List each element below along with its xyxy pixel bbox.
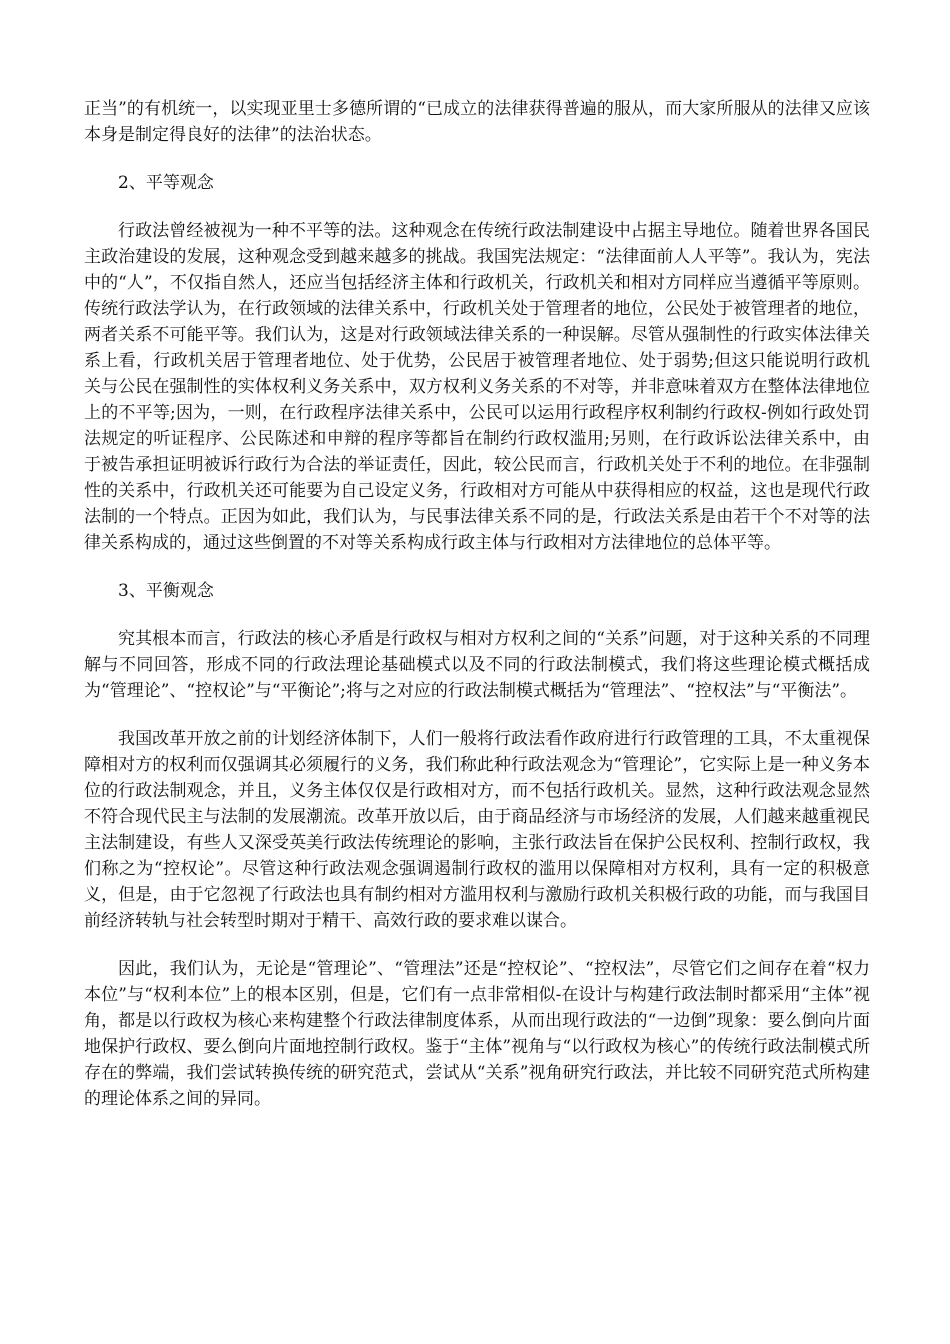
paragraph-continued-intro: 正当”的有机统一，以实现亚里士多德所谓的“已成立的法律获得普遍的服从，而大家所服从的法律又应该本身是制定得良好的法律”的法治状态。 bbox=[84, 99, 870, 145]
section-heading-equality: 2、平等观念 bbox=[118, 173, 214, 193]
document-body bbox=[84, 96, 870, 1134]
paragraph-balance-core: 究其根本而言，行政法的核心矛盾是行政权与相对方权利之间的“关系”问题，对于这种关系的不同理解与不同回答，形成不同的行政法理论基础模式以及不同的行政法制模式，我们将这些理论模式概括成为“管理论”、“控权论”与“平衡论”;将与之对应的行政法制模式概括为“管理法”、“控权法”与“平衡法”。 bbox=[84, 629, 870, 701]
section-heading-balance: 3、平衡观念 bbox=[118, 581, 214, 601]
paragraph-management-theory: 我国改革开放之前的计划经济体制下，人们一般将行政法看作政府进行行政管理的工具，不太重视保障相对方的权利而仅强调其必须履行的义务，我们称此种行政法观念为“管理论”，它实际上是一种义务本位的行政法制观念，并且，义务主体仅仅是行政相对方，而不包括行政机关。显然，这种行政法观念显然不符合现代民主与法制的发展潮流。改革开放以后，由于商品经济与市场经济的发展，人们越来越重视民主法制建设，有些人又深受英美行政法传统理论的影响，主张行政法旨在保护公民权利、控制行政权，我们称之为“控权论”。尽管这种行政法观念强调遏制行政权的滥用以保障相对方权利，具有一定的积极意义，但是，由于它忽视了行政法也具有制约相对方滥用权利与激励行政机关积极行政的功能，而与我国目前经济转轨与社会转型时期对于精干、高效行政的要求难以谋合。 bbox=[84, 729, 870, 931]
paragraph-subject-perspective: 因此，我们认为，无论是“管理论”、“管理法”还是“控权论”、“控权法”，尽管它们之间存在着“权力本位”与“权利本位”上的根本区别，但是，它们有一点非常相似-在设计与构建行政法制时都采用“主体”视角，都是以行政权为核心来构建整个行政法律制度体系，从而出现行政法的“一边倒”现象：要么倒向片面地保护行政权、要么倒向片面地控制行政权。鉴于“主体”视角与“以行政权为核心”的传统行政法制模式所存在的弊端，我们尝试转换传统的研究范式，尝试从“关系”视角研究行政法，并比较不同研究范式所构建的理论体系之间的异同。 bbox=[84, 959, 870, 1109]
paragraph-equality: 行政法曾经被视为一种不平等的法。这种观念在传统行政法制建设中占据主导地位。随着世界各国民主政治建设的发展，这种观念受到越来越多的挑战。我国宪法规定：“法律面前人人平等”。我认为，宪法中的“人”，不仅指自然人，还应当包括经济主体和行政机关，行政机关和相对方同样应当遵循平等原则。传统行政法学认为，在行政领域的法律关系中，行政机关处于管理者的地位，公民处于被管理者的地位，两者关系不可能平等。我们认为，这是对行政领域法律关系的一种误解。尽管从强制性的行政实体法律关系上看，行政机关居于管理者地位、处于优势，公民居于被管理者地位、处于弱势;但这只能说明行政机关与公民在强制性的实体权利义务关系中，双方权利义务关系的不对等，并非意味着双方在整体法律地位上的不平等;因为，一则，在行政程序法律关系中，公民可以运用行政程序权利制约行政权-例如行政处罚法规定的听证程序、公民陈述和申辩的程序等都旨在制约行政权滥用;另则，在行政诉讼法律关系中，由于被告承担证明被诉行政行为合法的举证责任，因此，较公民而言，行政机关处于不利的地位。在非强制性的关系中，行政机关还可能要为自己设定义务，行政相对方可能从中获得相应的权益，这也是现代行政法制的一个特点。正因为如此，我们认为，与民事法律关系不同的是，行政法关系是由若干个不对等的法律关系构成的，通过这些倒置的不对等关系构成行政主体与行政相对方法律地位的总体平等。 bbox=[84, 221, 870, 553]
